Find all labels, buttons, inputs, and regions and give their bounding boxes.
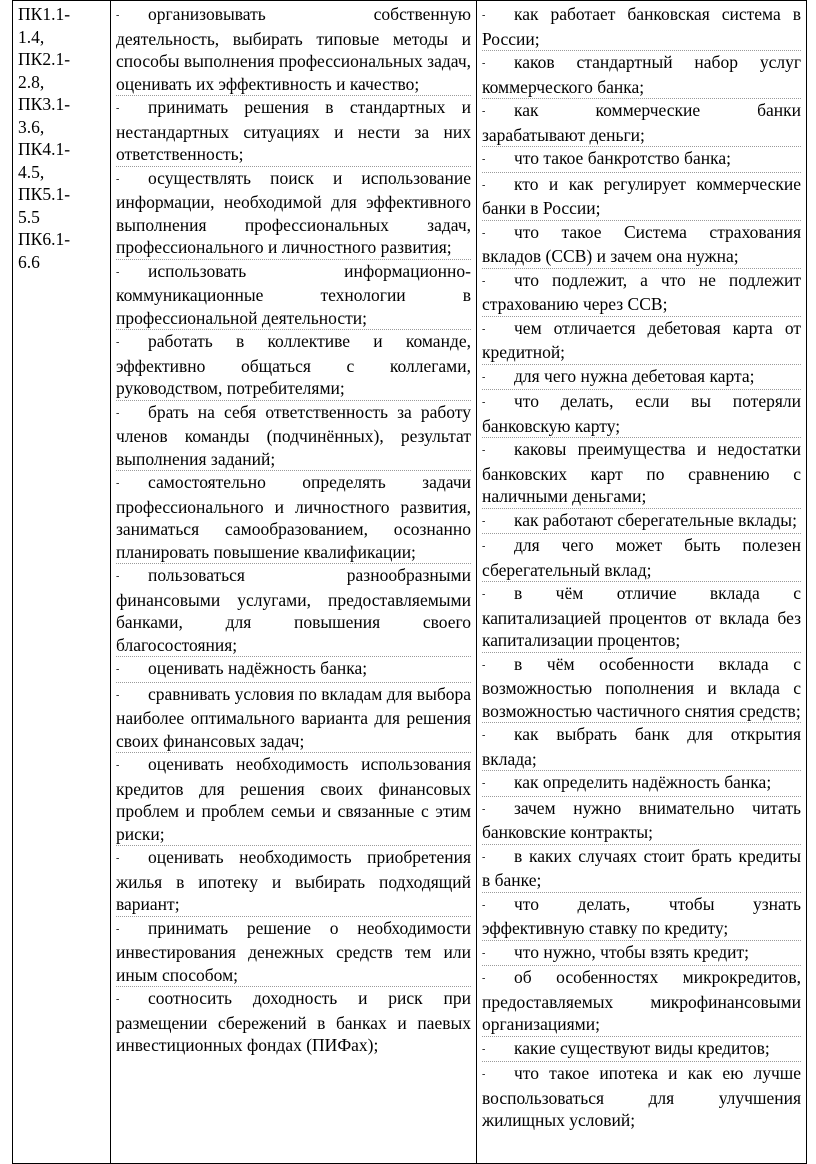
list-dash-marker: - [482,397,486,408]
list-dash-marker: - [116,689,120,701]
competency-code-part: ПК [18,139,43,159]
list-item-text: принимать решение о необходимости инвестирования денежных средств тем или иным способом; [116,917,471,985]
list-item-text: организовывать собственную деятельность, выбирать типовые методы и способы выполнения профессиональных задач, оценивать их эффективность и качество; [116,4,471,94]
list-item-text: каковы преимущества и недостатки банковских карт по сравнению с наличными деньгами; [482,439,801,506]
knowledge-item [482,534,801,582]
list-dash-marker: - [116,103,120,114]
knowledge-item [482,317,801,365]
list-item-text: оценивать необходимость использования кредитов для решения своих финансовых проблем и проблем семьи и связанные с этим риски; [116,754,471,844]
skill-item [116,987,471,1057]
competency-codes-cell [13,1,111,1164]
skill-item [116,401,471,472]
skill-item [116,471,471,564]
competency-code-part: 2.1- [42,49,71,69]
list-dash-marker: - [116,173,120,185]
skills-cell [111,1,477,1164]
list-item-text: использовать информационно-коммуникационные технологии в профессиональной деятельности; [116,260,471,328]
list-dash-marker: - [482,275,486,287]
list-item-text: для чего может быть полезен сберегательный вклад; [482,535,801,580]
competency-code-part: 3.6, [18,116,45,137]
list-dash-marker: - [482,10,486,21]
list-item-text: об особенностях микрокредитов, предоставляемых микрофинансовыми организациями; [482,967,801,1034]
list-dash-marker: - [482,106,486,117]
knowledge-item [482,582,801,653]
list-item-text: как выбрать банк для открытия вклада; [482,724,801,769]
list-dash-marker: - [116,10,120,21]
list-dash-marker: - [482,973,486,984]
competency-code-part: 1.1- [42,4,71,24]
competency-code-part: ПК [18,229,43,249]
list-item-text: пользоваться разнообразными финансовыми услугами, предоставляемыми банками, для повышения своего благосостояния; [116,565,471,655]
list-item-text: работать в коллективе и команде, эффективно общаться с коллегами, руководством, потребителями; [116,331,471,398]
list-dash-marker: - [116,994,120,1005]
skill-item [116,753,471,846]
knowledge-item [482,365,801,391]
list-dash-marker: - [116,337,120,348]
list-item-text: как определить надёжность банка; [514,772,772,792]
competency-code-part: 2.8, [18,71,45,92]
list-dash-marker: - [482,589,486,600]
competency-code-line [18,93,105,116]
list-item-text: самостоятельно определять задачи профессионального и личностного развития, заниматься самообразованием, осознанно планировать повышение квалификации; [116,472,471,562]
table-row [13,1,807,1164]
list-dash-marker: - [482,730,486,741]
list-item-text: что такое банкротство банка; [514,148,731,168]
competency-code-line [18,48,105,71]
knowledge-item [482,269,801,317]
skill-item [116,96,471,167]
list-dash-marker: - [482,445,486,456]
list-dash-marker: - [482,179,486,191]
knowledge-item [482,653,801,724]
list-item-text: в чём отличие вклада с капитализацией процентов от вклада без капитализации процентов; [482,583,801,650]
skill-item [116,3,471,96]
list-item-text: каков стандартный набор услуг коммерческого банка; [482,52,801,97]
list-dash-marker: - [116,853,120,864]
list-dash-marker: - [116,407,120,419]
list-item-text: осуществлять поиск и использование информации, необходимой для эффективного выполнения профессиональных задач, профессионального и личностного развития; [116,167,471,257]
knowledge-item [482,3,801,51]
list-dash-marker: - [482,947,486,959]
competency-code-line [18,71,105,94]
competency-codes-list [18,3,105,273]
list-dash-marker: - [116,760,120,771]
competency-code-part: 5.1- [42,184,71,204]
skill-item [116,917,471,988]
list-item-text: в каких случаях стоит брать кредиты в банке; [482,845,801,890]
skill-item [116,167,471,260]
knowledge-item [482,797,801,845]
list-item-text: оценивать надёжность банка; [148,658,368,678]
knowledge-item [482,221,801,269]
list-item-text: зачем нужно внимательно читать банковские контракты; [482,797,801,842]
list-dash-marker: - [482,323,486,335]
list-item-text: брать на себя ответственность за работу членов команды (подчинённых), результат выполнения заданий; [116,401,471,469]
competency-code-part: 6.1- [42,229,71,249]
knowledge-item [482,99,801,147]
competency-table [12,0,807,1164]
list-item-text: что делать, чтобы узнать эффективную ставку по кредиту; [482,893,801,938]
list-item-text: оценивать необходимость приобретения жилья в ипотеку и выбирать подходящий вариант; [116,847,471,914]
list-item-text: чем отличается дебетовая карта от кредитной; [482,317,801,362]
competency-code-part: 1.4, [18,26,45,47]
list-item-text: принимать решения в стандартных и нестандартных ситуациях и нести за них ответственность; [116,97,471,164]
list-dash-marker: - [116,478,120,489]
knowledge-list [482,3,801,1132]
list-item-text: что такое ипотека и как ею лучше воспользоваться для улучшения жилищных условий; [482,1063,801,1130]
list-dash-marker: - [116,664,120,675]
competency-code-line [18,206,105,229]
competency-code-line [18,138,105,161]
competency-code-part: ПК [18,94,43,114]
list-item-text: сравнивать условия по вкладам для выбора наиболее оптимального варианта для решения своих финансовых задач; [116,683,471,751]
knowledge-item [482,845,801,893]
skill-item [116,260,471,331]
list-dash-marker: - [482,1069,486,1080]
list-dash-marker: - [482,659,486,671]
knowledge-cell [477,1,807,1164]
knowledge-item [482,173,801,221]
knowledge-item [482,390,801,438]
skills-list [116,3,471,1057]
list-item-text: как работает банковская система в России; [482,4,801,49]
list-item-text: что нужно, чтобы взять кредит; [514,941,749,962]
competency-code-part: 4.1- [42,139,71,159]
list-dash-marker: - [482,371,486,383]
skill-item [116,657,471,683]
list-item-text: что делать, если вы потеряли банковскую карту; [482,391,801,436]
knowledge-item [482,147,801,173]
list-dash-marker: - [482,541,486,552]
competency-code-part: ПК [18,184,43,204]
competency-code-line [18,183,105,206]
list-dash-marker: - [482,778,486,789]
competency-code-line [18,116,105,139]
list-dash-marker: - [482,803,486,815]
list-item-text: кто и как регулирует коммерческие банки в России; [482,173,801,218]
knowledge-item [482,438,801,509]
competency-code-part: 5.5 [18,206,40,227]
list-dash-marker: - [482,515,486,527]
list-dash-marker: - [482,851,486,863]
list-item-text: что такое Система страхования вкладов (ССВ) и зачем она нужна; [482,221,801,266]
list-item-text: для чего нужна дебетовая карта; [514,365,755,386]
list-item-text: как работают сберегательные вклады; [514,509,797,530]
skill-item [116,330,471,401]
list-dash-marker: - [116,266,120,278]
knowledge-item [482,941,801,967]
knowledge-item [482,966,801,1037]
knowledge-item [482,723,801,771]
skill-item [116,564,471,657]
competency-code-part: 3.1- [42,94,71,114]
competency-code-line [18,161,105,184]
list-dash-marker: - [116,923,120,935]
list-item-text: какие существуют виды кредитов; [514,1037,770,1058]
list-item-text: что подлежит, а что не подлежит страхованию через ССВ; [482,269,801,314]
knowledge-item [482,1037,801,1063]
competency-code-part: ПК [18,49,43,69]
list-dash-marker: - [482,154,486,165]
knowledge-item [482,51,801,99]
competency-code-line [18,3,105,26]
list-dash-marker: - [116,571,120,582]
list-item-text: соотносить доходность и риск при размещении сбережений в банках и паевых инвестиционных фондах (ПИФах); [116,988,471,1055]
competency-code-part: ПК [18,4,43,24]
competency-code-line [18,26,105,49]
list-dash-marker: - [482,1043,486,1055]
knowledge-item [482,1062,801,1132]
competency-code-line [18,251,105,274]
list-item-text: в чём особенности вклада с возможностью пополнения и вклада с возможностью частичного снятия средств; [482,653,801,721]
competency-code-part: 4.5, [18,161,45,182]
knowledge-item [482,893,801,941]
list-dash-marker: - [482,58,486,69]
competency-code-part: 6.6 [18,251,40,272]
list-dash-marker: - [482,899,486,911]
skill-item [116,846,471,917]
skill-item [116,683,471,754]
knowledge-item [482,509,801,535]
list-item-text: как коммерческие банки зарабатывают деньги; [482,100,801,145]
knowledge-item [482,771,801,797]
list-dash-marker: - [482,227,486,239]
competency-code-line [18,228,105,251]
